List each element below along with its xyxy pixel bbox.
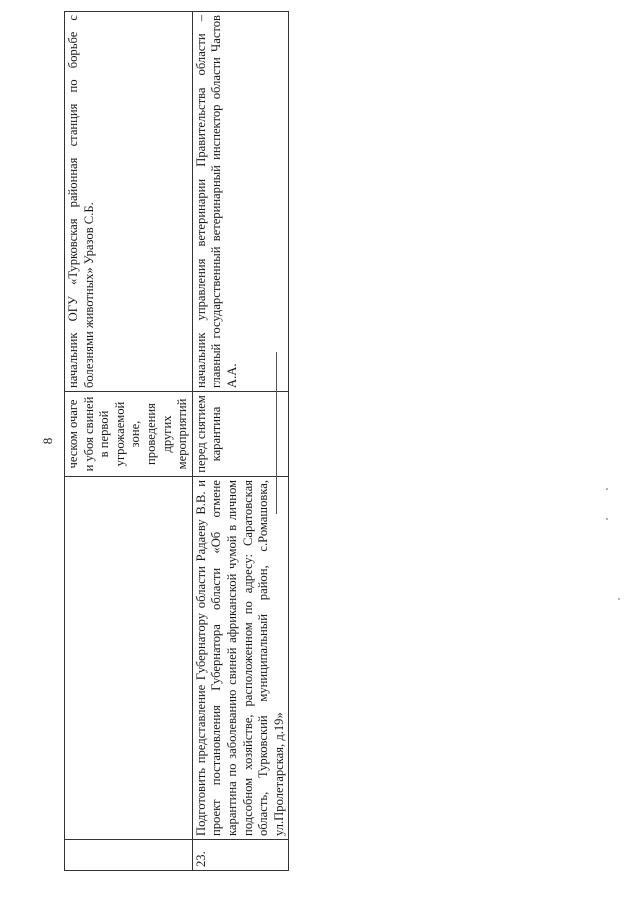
scan-speck xyxy=(618,598,620,600)
responsible-cell: начальник ОГУ «Турковская районная станция по борьбе с болезнями животных» Уразов С.Б. xyxy=(65,12,193,392)
term-cell: перед снятием карантина xyxy=(192,392,289,477)
table-row xyxy=(65,12,193,871)
action-cell xyxy=(65,477,193,840)
scan-speck xyxy=(606,518,608,520)
responsible-cell: начальник управления ветеринарии Правительства области – главный государственный ветеринарный инспектор области Частов А.А. xyxy=(192,12,289,392)
end-separator-line xyxy=(276,352,277,514)
action-cell: Подготовить представление Губернатору области Радаеву В.В. и проект постановления Губернатора области «Об отмене карантина по заболеванию свиней африканской чумой в личном подсобном хозяйстве, расположенном по адресу: Саратовская область, Турковский муниципальный район, с.Ромашовка, ул.Пролетарская, д.19» xyxy=(192,477,289,840)
term-cell: ческом очаге и убоя свиней в первой угрожаемой зоне, проведения других мероприятий xyxy=(65,392,193,477)
table-row xyxy=(192,12,289,871)
rotated-page-content xyxy=(64,11,286,871)
measures-table xyxy=(64,11,289,871)
page-number: 8 xyxy=(40,437,55,445)
row-number-cell xyxy=(65,840,193,871)
scan-speck xyxy=(606,488,608,490)
row-number-cell: 23. xyxy=(192,840,289,871)
